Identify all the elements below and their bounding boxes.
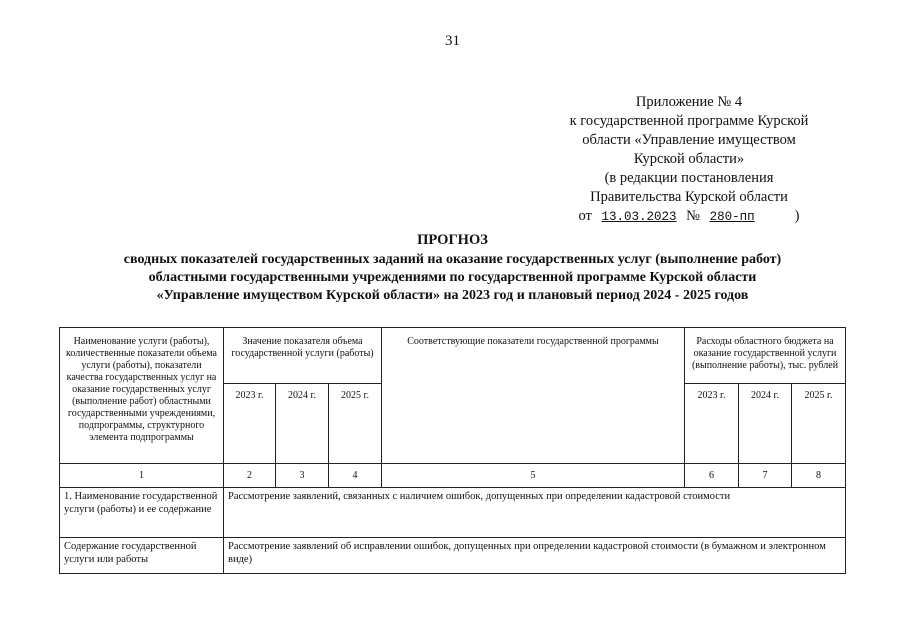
header-year: 2023 г. [224, 384, 276, 464]
appendix-line: Правительства Курской области [590, 189, 788, 205]
header-program-indicators: Соответствующие показатели государственной программы [382, 328, 685, 464]
number-sign: № [686, 208, 701, 224]
column-number: 7 [739, 464, 792, 488]
subtitle-line: сводных показателей государственных заданий на оказание государственных услуг (выполнение работ) [123, 252, 782, 267]
appendix-line: области «Управление имуществом [582, 132, 796, 148]
forecast-table [59, 327, 846, 574]
column-number: 5 [382, 464, 685, 488]
column-number: 4 [329, 464, 382, 488]
decree-date: 13.03.2023 [601, 210, 677, 224]
column-number: 2 [224, 464, 276, 488]
header-budget-year: 2023 г. [685, 384, 739, 464]
header-budget-year: 2025 г. [792, 384, 846, 464]
row-label: 1. Наименование государственной услуги (работы) и ее содержание [60, 488, 224, 538]
decree-date-line [539, 207, 839, 227]
decree-number: 280-пп [709, 210, 755, 224]
header-budget-year: 2024 г. [739, 384, 792, 464]
appendix-line: к государственной программе Курской [569, 113, 809, 129]
date-prefix: от [578, 208, 592, 224]
document-title: ПРОГНОЗ [417, 232, 488, 248]
close-paren: ) [794, 208, 800, 224]
appendix-line: (в редакции постановления [604, 170, 774, 186]
document-subtitle [90, 251, 815, 305]
page-number: 31 [445, 33, 460, 49]
row-value: Рассмотрение заявлений об исправлении ошибок, допущенных при определении кадастровой стоимости (в бумажном и электронном виде) [224, 538, 846, 574]
subtitle-line: областными государственными учреждениями по государственной программе Курской области [148, 270, 757, 285]
column-number: 6 [685, 464, 739, 488]
header-budget-expenses: Расходы областного бюджета на оказание государственной услуги (выполнение работы), тыс. рублей [685, 328, 846, 384]
appendix-title: Приложение № 4 [635, 94, 743, 110]
row-label: Содержание государственной услуги или работы [60, 538, 224, 574]
appendix-line: Курской области» [633, 151, 745, 167]
header-year: 2024 г. [276, 384, 329, 464]
appendix-block [539, 93, 839, 227]
column-number: 1 [60, 464, 224, 488]
header-year: 2025 г. [329, 384, 382, 464]
header-volume-value: Значение показателя объема государственной услуги (работы) [224, 328, 382, 384]
column-number: 8 [792, 464, 846, 488]
subtitle-line: «Управление имуществом Курской области» на 2023 год и плановый период 2024 - 2025 годов [156, 288, 749, 303]
row-value: Рассмотрение заявлений, связанных с наличием ошибок, допущенных при определении кадастровой стоимости [224, 488, 846, 538]
header-service-name: Наименование услуги (работы), количественные показатели объема услуги (работы), показатели качества государственных услуг на оказание государственных услуг (выполнение работ) областными государственными учреждениями, подпрограммы, структурного элемента подпрограммы [60, 328, 224, 464]
column-number: 3 [276, 464, 329, 488]
